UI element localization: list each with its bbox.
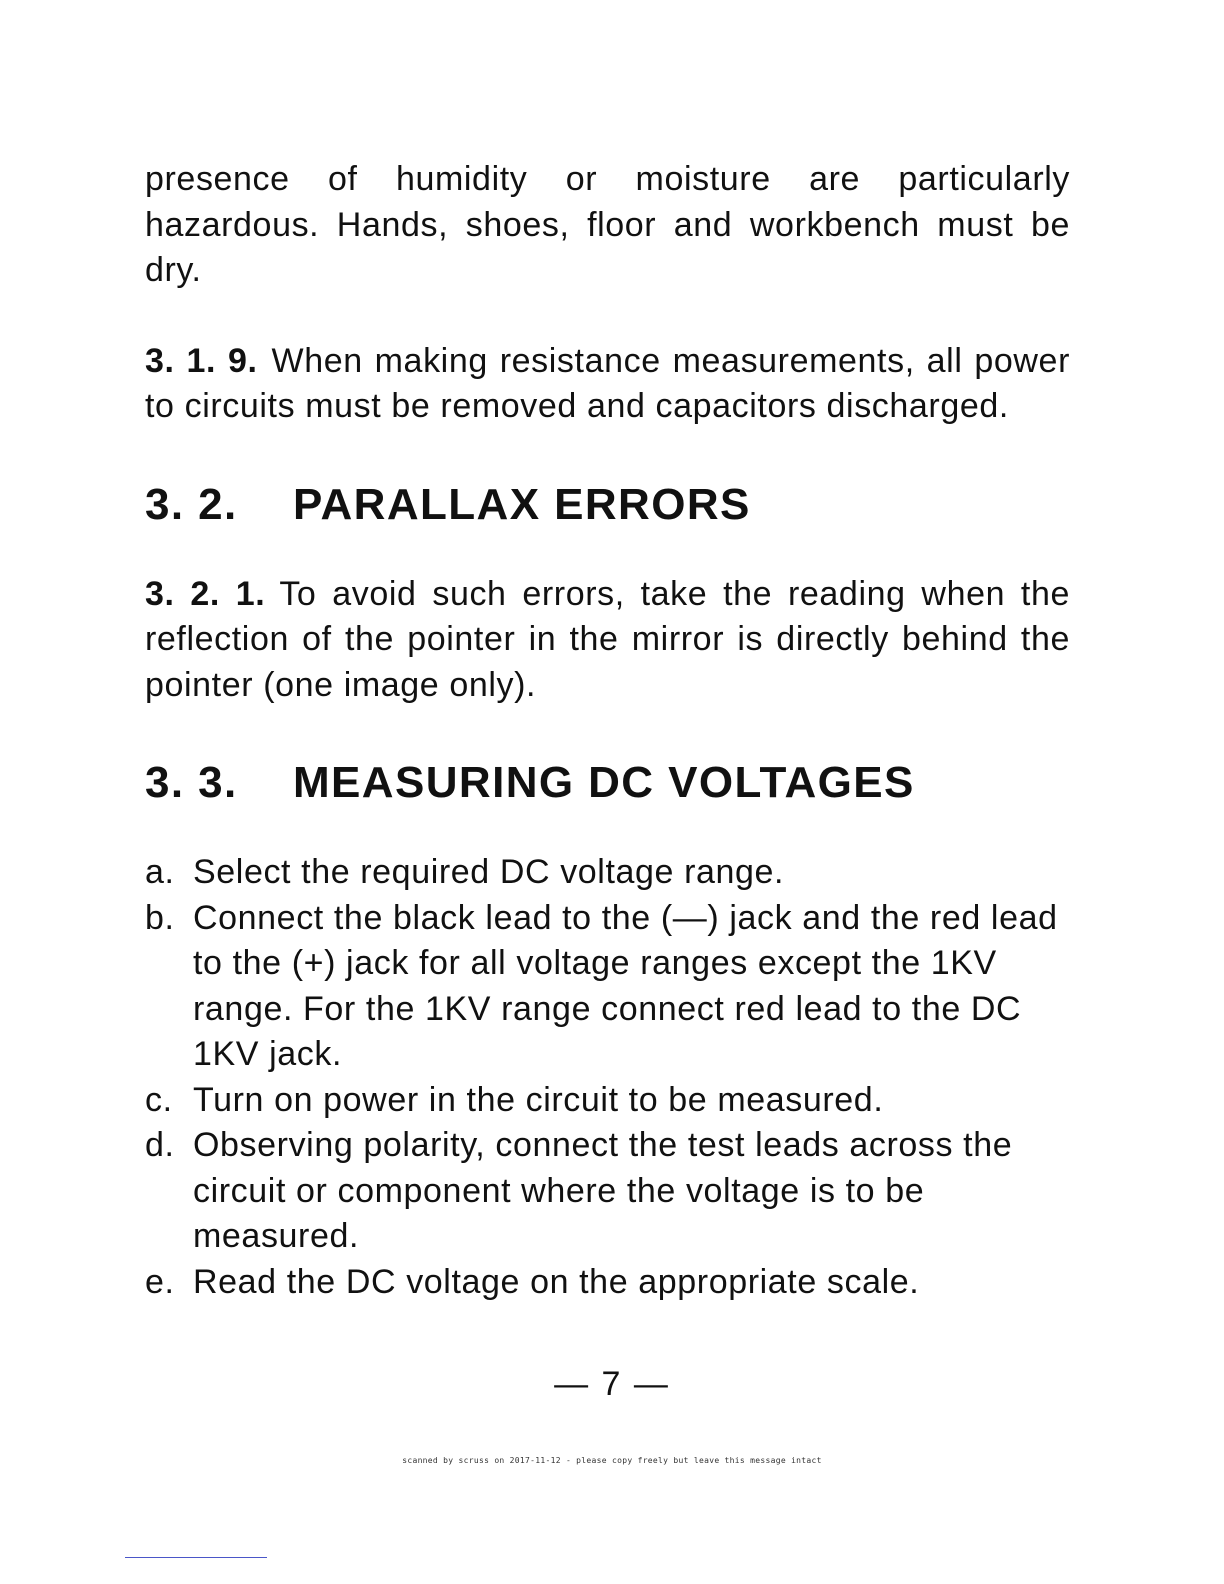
- section-3-3-heading: [145, 758, 1070, 808]
- list-item: [145, 1078, 1070, 1124]
- list-marker: c.: [145, 1080, 173, 1119]
- list-text: Select the required DC voltage range.: [193, 853, 785, 891]
- list-item: [145, 1123, 1070, 1260]
- dc-voltage-steps: [145, 850, 1070, 1305]
- section-3-1-9: [145, 339, 1070, 430]
- section-3-3-number: 3. 3.: [145, 758, 238, 807]
- list-item: [145, 850, 1070, 896]
- section-3-3-title: MEASURING DC VOLTAGES: [293, 758, 915, 807]
- list-item: [145, 1260, 1070, 1306]
- scan-note: scanned by scruss on 2017-11-12 - please copy freely but leave this message intact: [402, 1456, 822, 1465]
- list-text: Read the DC voltage on the appropriate scale.: [193, 1262, 920, 1301]
- section-3-2-1-number: 3. 2. 1.: [145, 574, 266, 613]
- corner-divider: [125, 1557, 267, 1558]
- document-page: [145, 150, 1070, 1305]
- section-3-2-1: [145, 572, 1070, 709]
- section-3-1-9-number: 3. 1. 9.: [145, 341, 258, 380]
- section-3-2-title: PARALLAX ERRORS: [293, 479, 751, 529]
- list-text: Connect the black lead to the (—) jack and the red lead to the (+) jack for all voltage ranges except the 1KV range. For the 1KV range connect red lead to the DC 1KV jack.: [193, 898, 1058, 1073]
- section-3-2-number: 3. 2.: [145, 479, 238, 529]
- list-text: Turn on power in the circuit to be measured.: [193, 1080, 884, 1119]
- page-number: — 7 —: [554, 1365, 670, 1403]
- section-3-2-heading: [145, 480, 1070, 530]
- list-item: [145, 896, 1070, 1078]
- list-marker: d.: [145, 1126, 175, 1164]
- list-text: Observing polarity, connect the test leads across the circuit or component where the voltage is to be measured.: [193, 1126, 1013, 1255]
- section-3-2-1-text: To avoid such errors, take the reading when the reflection of the pointer in the mirror is directly behind the pointer (one image only).: [145, 574, 1070, 704]
- list-marker: b.: [145, 898, 175, 937]
- list-marker: e.: [145, 1262, 175, 1301]
- list-marker: a.: [145, 853, 175, 891]
- section-3-1-9-text: When making resistance measurements, all power to circuits must be removed and capacitors discharged.: [145, 341, 1070, 425]
- intro-paragraph: presence of humidity or moisture are particularly hazardous. Hands, shoes, floor and workbench must be dry.: [145, 160, 1070, 289]
